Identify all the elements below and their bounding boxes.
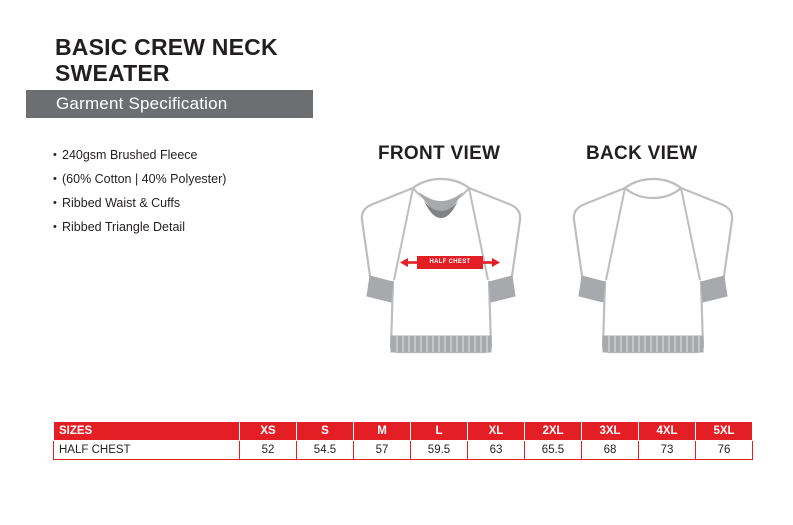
section-heading-bar (26, 90, 313, 118)
list-item: • Ribbed Triangle Detail (53, 215, 343, 239)
table-header-row (54, 422, 753, 441)
table-cell: 73 (639, 441, 696, 460)
table-header-xs: XS (240, 422, 297, 441)
back-view-illustration (553, 168, 753, 368)
table-cell: 57 (354, 441, 411, 460)
table-row-label: HALF CHEST (54, 441, 240, 460)
back-view-label: BACK VIEW (586, 143, 698, 164)
list-item: • 240gsm Brushed Fleece (53, 143, 343, 167)
table-header-2xl: 2XL (525, 422, 582, 441)
table-row (54, 441, 753, 460)
table-header-4xl: 4XL (639, 422, 696, 441)
table-cell: 65.5 (525, 441, 582, 460)
table-cell: 63 (468, 441, 525, 460)
table-cell: 54.5 (297, 441, 354, 460)
table-header-xl: XL (468, 422, 525, 441)
table-cell: 76 (696, 441, 753, 460)
section-heading-label: Garment Specification (56, 94, 228, 113)
list-item: • (60% Cotton | 40% Polyester) (53, 167, 343, 191)
page-title: BASIC CREW NECK SWEATER (55, 34, 278, 86)
front-view-label: FRONT VIEW (378, 143, 501, 164)
table-header-l: L (411, 422, 468, 441)
feature-list (53, 143, 343, 239)
table-header-m: M (354, 422, 411, 441)
measure-arrow-right-icon (483, 256, 500, 269)
list-item: • Ribbed Waist & Cuffs (53, 191, 343, 215)
measure-arrow-left-icon (400, 256, 417, 269)
table-header-3xl: 3XL (582, 422, 639, 441)
table-header-5xl: 5XL (696, 422, 753, 441)
table-header-s: S (297, 422, 354, 441)
half-chest-measure-label: HALF CHEST (417, 256, 483, 269)
table-cell: 52 (240, 441, 297, 460)
size-table (53, 421, 753, 460)
table-cell: 59.5 (411, 441, 468, 460)
table-cell: 68 (582, 441, 639, 460)
table-header-sizes: SIZES (54, 422, 240, 441)
